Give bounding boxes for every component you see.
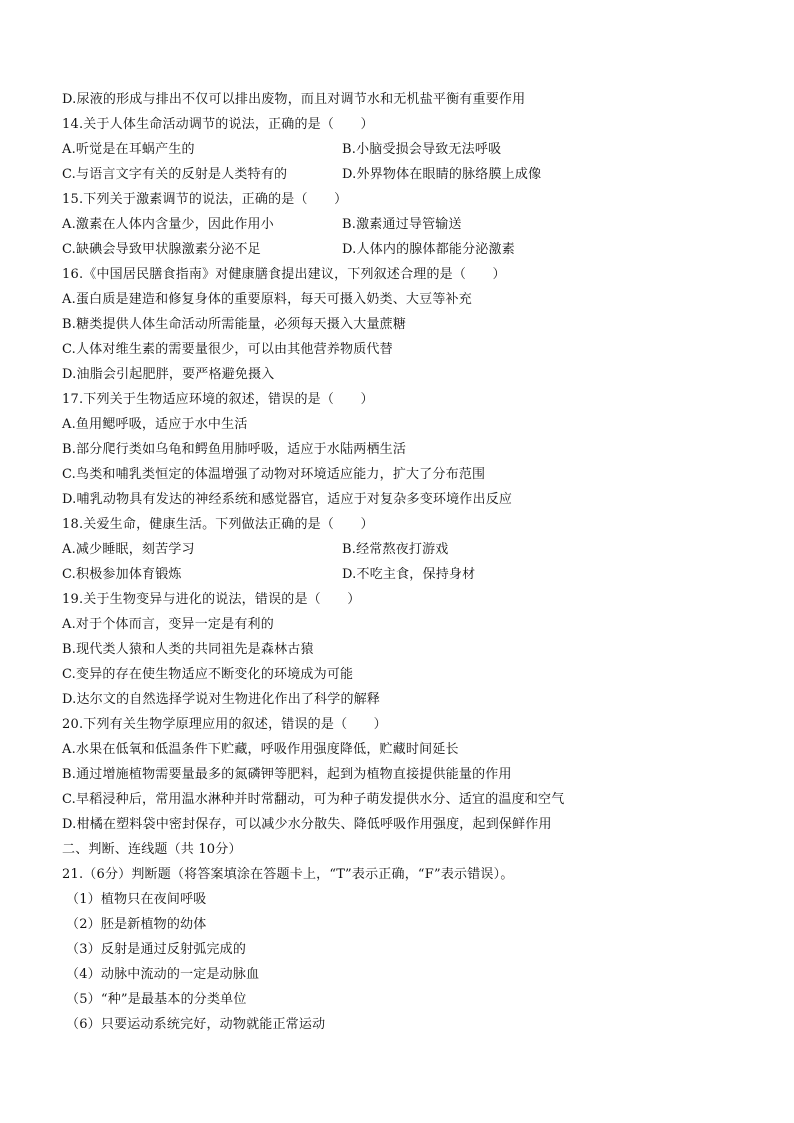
q16-option-c: C.人体对维生素的需要量很少，可以由其他营养物质代替 (62, 342, 393, 357)
q17-option-c: C.鸟类和哺乳类恒定的体温增强了动物对环境适应能力，扩大了分布范围 (62, 467, 486, 482)
q14-stem: 14.关于人体生命活动调节的说法，正确的是（ ） (62, 117, 374, 132)
section-2-heading: 二、判断、连线题（共 10分） (62, 842, 242, 857)
q20-option-d: D.柑橘在塑料袋中密封保存，可以减少水分散失、降低呼吸作用强度，起到保鲜作用 (62, 817, 552, 832)
q18-option-b: B.经常熬夜打游戏 (342, 542, 449, 557)
q20-option-c: C.早稻浸种后，常用温水淋种并时常翻动，可为种子萌发提供水分、适宜的温度和空气 (62, 792, 565, 807)
q16-stem: 16.《中国居民膳食指南》对健康膳食提出建议，下列叙述合理的是（ ） (62, 267, 506, 282)
q21-item-3: （3）反射是通过反射弧完成的 (66, 942, 247, 957)
q17-stem: 17.下列关于生物适应环境的叙述，错误的是（ ） (62, 392, 374, 407)
q21-item-5: （5）“种”是最基本的分类单位 (66, 992, 247, 1007)
q16-option-d: D.油脂会引起肥胖，要严格避免摄入 (62, 367, 275, 382)
q14-option-c: C.与语言文字有关的反射是人类特有的 (62, 167, 288, 182)
q13-option-d: D.尿液的形成与排出不仅可以排出废物，而且对调节水和无机盐平衡有重要作用 (62, 92, 526, 107)
q15-stem: 15.下列关于激素调节的说法，正确的是（ ） (62, 192, 348, 207)
q19-option-c: C.变异的存在使生物适应不断变化的环境成为可能 (62, 667, 354, 682)
q17-option-a: A.鱼用鳃呼吸，适应于水中生活 (62, 417, 248, 432)
q20-stem: 20.下列有关生物学原理应用的叙述，错误的是（ ） (62, 717, 387, 732)
q15-option-c: C.缺碘会导致甲状腺激素分泌不足 (62, 242, 261, 257)
q17-option-d: D.哺乳动物具有发达的神经系统和感觉器官，适应于对复杂多变环境作出反应 (62, 492, 513, 507)
q19-stem: 19.关于生物变异与进化的说法，错误的是（ ） (62, 592, 361, 607)
q21-stem: 21.（6分）判断题（将答案填涂在答题卡上，“T”表示正确，“F”表示错误）。 (62, 867, 514, 882)
q18-option-c: C.积极参加体育锻炼 (62, 567, 182, 582)
q14-option-b: B.小脑受损会导致无法呼吸 (342, 142, 502, 157)
q19-option-d: D.达尔文的自然选择学说对生物进化作出了科学的解释 (62, 692, 381, 707)
q19-option-a: A.对于个体而言，变异一定是有利的 (62, 617, 274, 632)
q14-option-d: D.外界物体在眼睛的脉络膜上成像 (342, 167, 542, 182)
q18-option-d: D.不吃主食，保持身材 (342, 567, 476, 582)
q20-option-b: B.通过增施植物需要量最多的氮磷钾等肥料，起到为植物直接提供能量的作用 (62, 767, 512, 782)
q17-option-b: B.部分爬行类如乌龟和鳄鱼用肺呼吸，适应于水陆两栖生活 (62, 442, 407, 457)
q18-option-a: A.减少睡眠，刻苦学习 (62, 542, 195, 557)
q18-stem: 18.关爱生命，健康生活。下列做法正确的是（ ） (62, 517, 374, 532)
q21-item-1: （1）植物只在夜间呼吸 (66, 892, 207, 907)
q15-option-b: B.激素通过导管输送 (342, 217, 462, 232)
q16-option-b: B.糖类提供人体生命活动所需能量，必须每天摄入大量蔗糖 (62, 317, 407, 332)
q19-option-b: B.现代类人猿和人类的共同祖先是森林古猿 (62, 642, 314, 657)
q15-option-d: D.人体内的腺体都能分泌激素 (342, 242, 515, 257)
q21-item-4: （4）动脉中流动的一定是动脉血 (66, 967, 260, 982)
q15-option-a: A.激素在人体内含量少，因此作用小 (62, 217, 274, 232)
q21-item-2: （2）胚是新植物的幼体 (66, 917, 207, 932)
q16-option-a: A.蛋白质是建造和修复身体的重要原料，每天可摄入奶类、大豆等补充 (62, 292, 472, 307)
q20-option-a: A.水果在低氧和低温条件下贮藏，呼吸作用强度降低，贮藏时间延长 (62, 742, 459, 757)
q21-item-6: （6）只要运动系统完好，动物就能正常运动 (66, 1017, 326, 1032)
q14-option-a: A.听觉是在耳蜗产生的 (62, 142, 195, 157)
